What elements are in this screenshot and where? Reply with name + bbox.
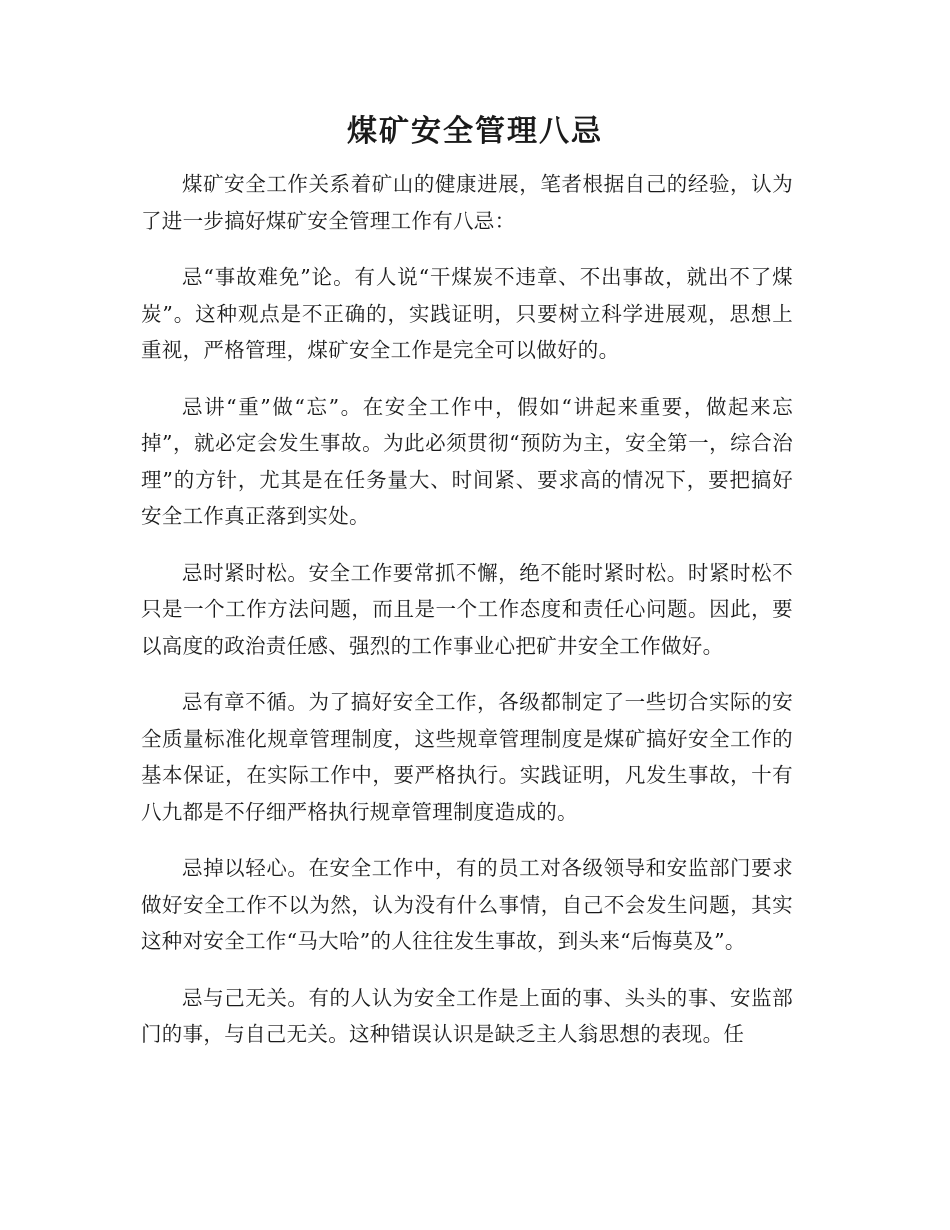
document-body bbox=[141, 166, 793, 1073]
paragraph-taboo-2: 忌讲“重”做“忘”。在安全工作中，假如“讲起来重要，做起来忘掉”，就必定会发生事故。为此必须贯彻“预防为主，安全第一，综合治理”的方针，尤其是在任务量大、时间紧、要求高的情况下，要把搞好安全工作真正落到实处。 bbox=[141, 394, 793, 528]
paragraph-intro: 煤矿安全工作关系着矿山的健康进展，笔者根据自己的经验，认为了进一步搞好煤矿安全管理工作有八忌： bbox=[141, 172, 793, 233]
paragraph-taboo-5: 忌掉以轻心。在安全工作中，有的员工对各级领导和安监部门要求做好安全工作不以为然，认为没有什么事情，自己不会发生问题，其实这种对安全工作“马大哈”的人往往发生事故，到头来“后悔莫及”。 bbox=[141, 856, 793, 953]
document-title: 煤矿安全管理八忌 bbox=[347, 114, 603, 149]
paragraph-taboo-1: 忌“事故难免”论。有人说“干煤炭不违章、不出事故，就出不了煤炭”。这种观点是不正确的，实践证明，只要树立科学进展观，思想上重视，严格管理，煤矿安全工作是完全可以做好的。 bbox=[141, 265, 793, 362]
paragraph-taboo-6: 忌与己无关。有的人认为安全工作是上面的事、头头的事、安监部门的事，与自己无关。这种错误认识是缺乏主人翁思想的表现。任 bbox=[141, 985, 793, 1046]
paragraph-taboo-3: 忌时紧时松。安全工作要常抓不懈，绝不能时紧时松。时紧时松不只是一个工作方法问题，而且是一个工作态度和责任心问题。因此，要以高度的政治责任感、强烈的工作事业心把矿井安全工作做好。 bbox=[141, 560, 793, 658]
paragraph-taboo-4: 忌有章不循。为了搞好安全工作，各级都制定了一些切合实际的安全质量标准化规章管理制度，这些规章管理制度是煤矿搞好安全工作的基本保证，在实际工作中，要严格执行。实践证明，凡发生事故，十有八九都是不仔细严格执行规章管理制度造成的。 bbox=[141, 690, 793, 824]
